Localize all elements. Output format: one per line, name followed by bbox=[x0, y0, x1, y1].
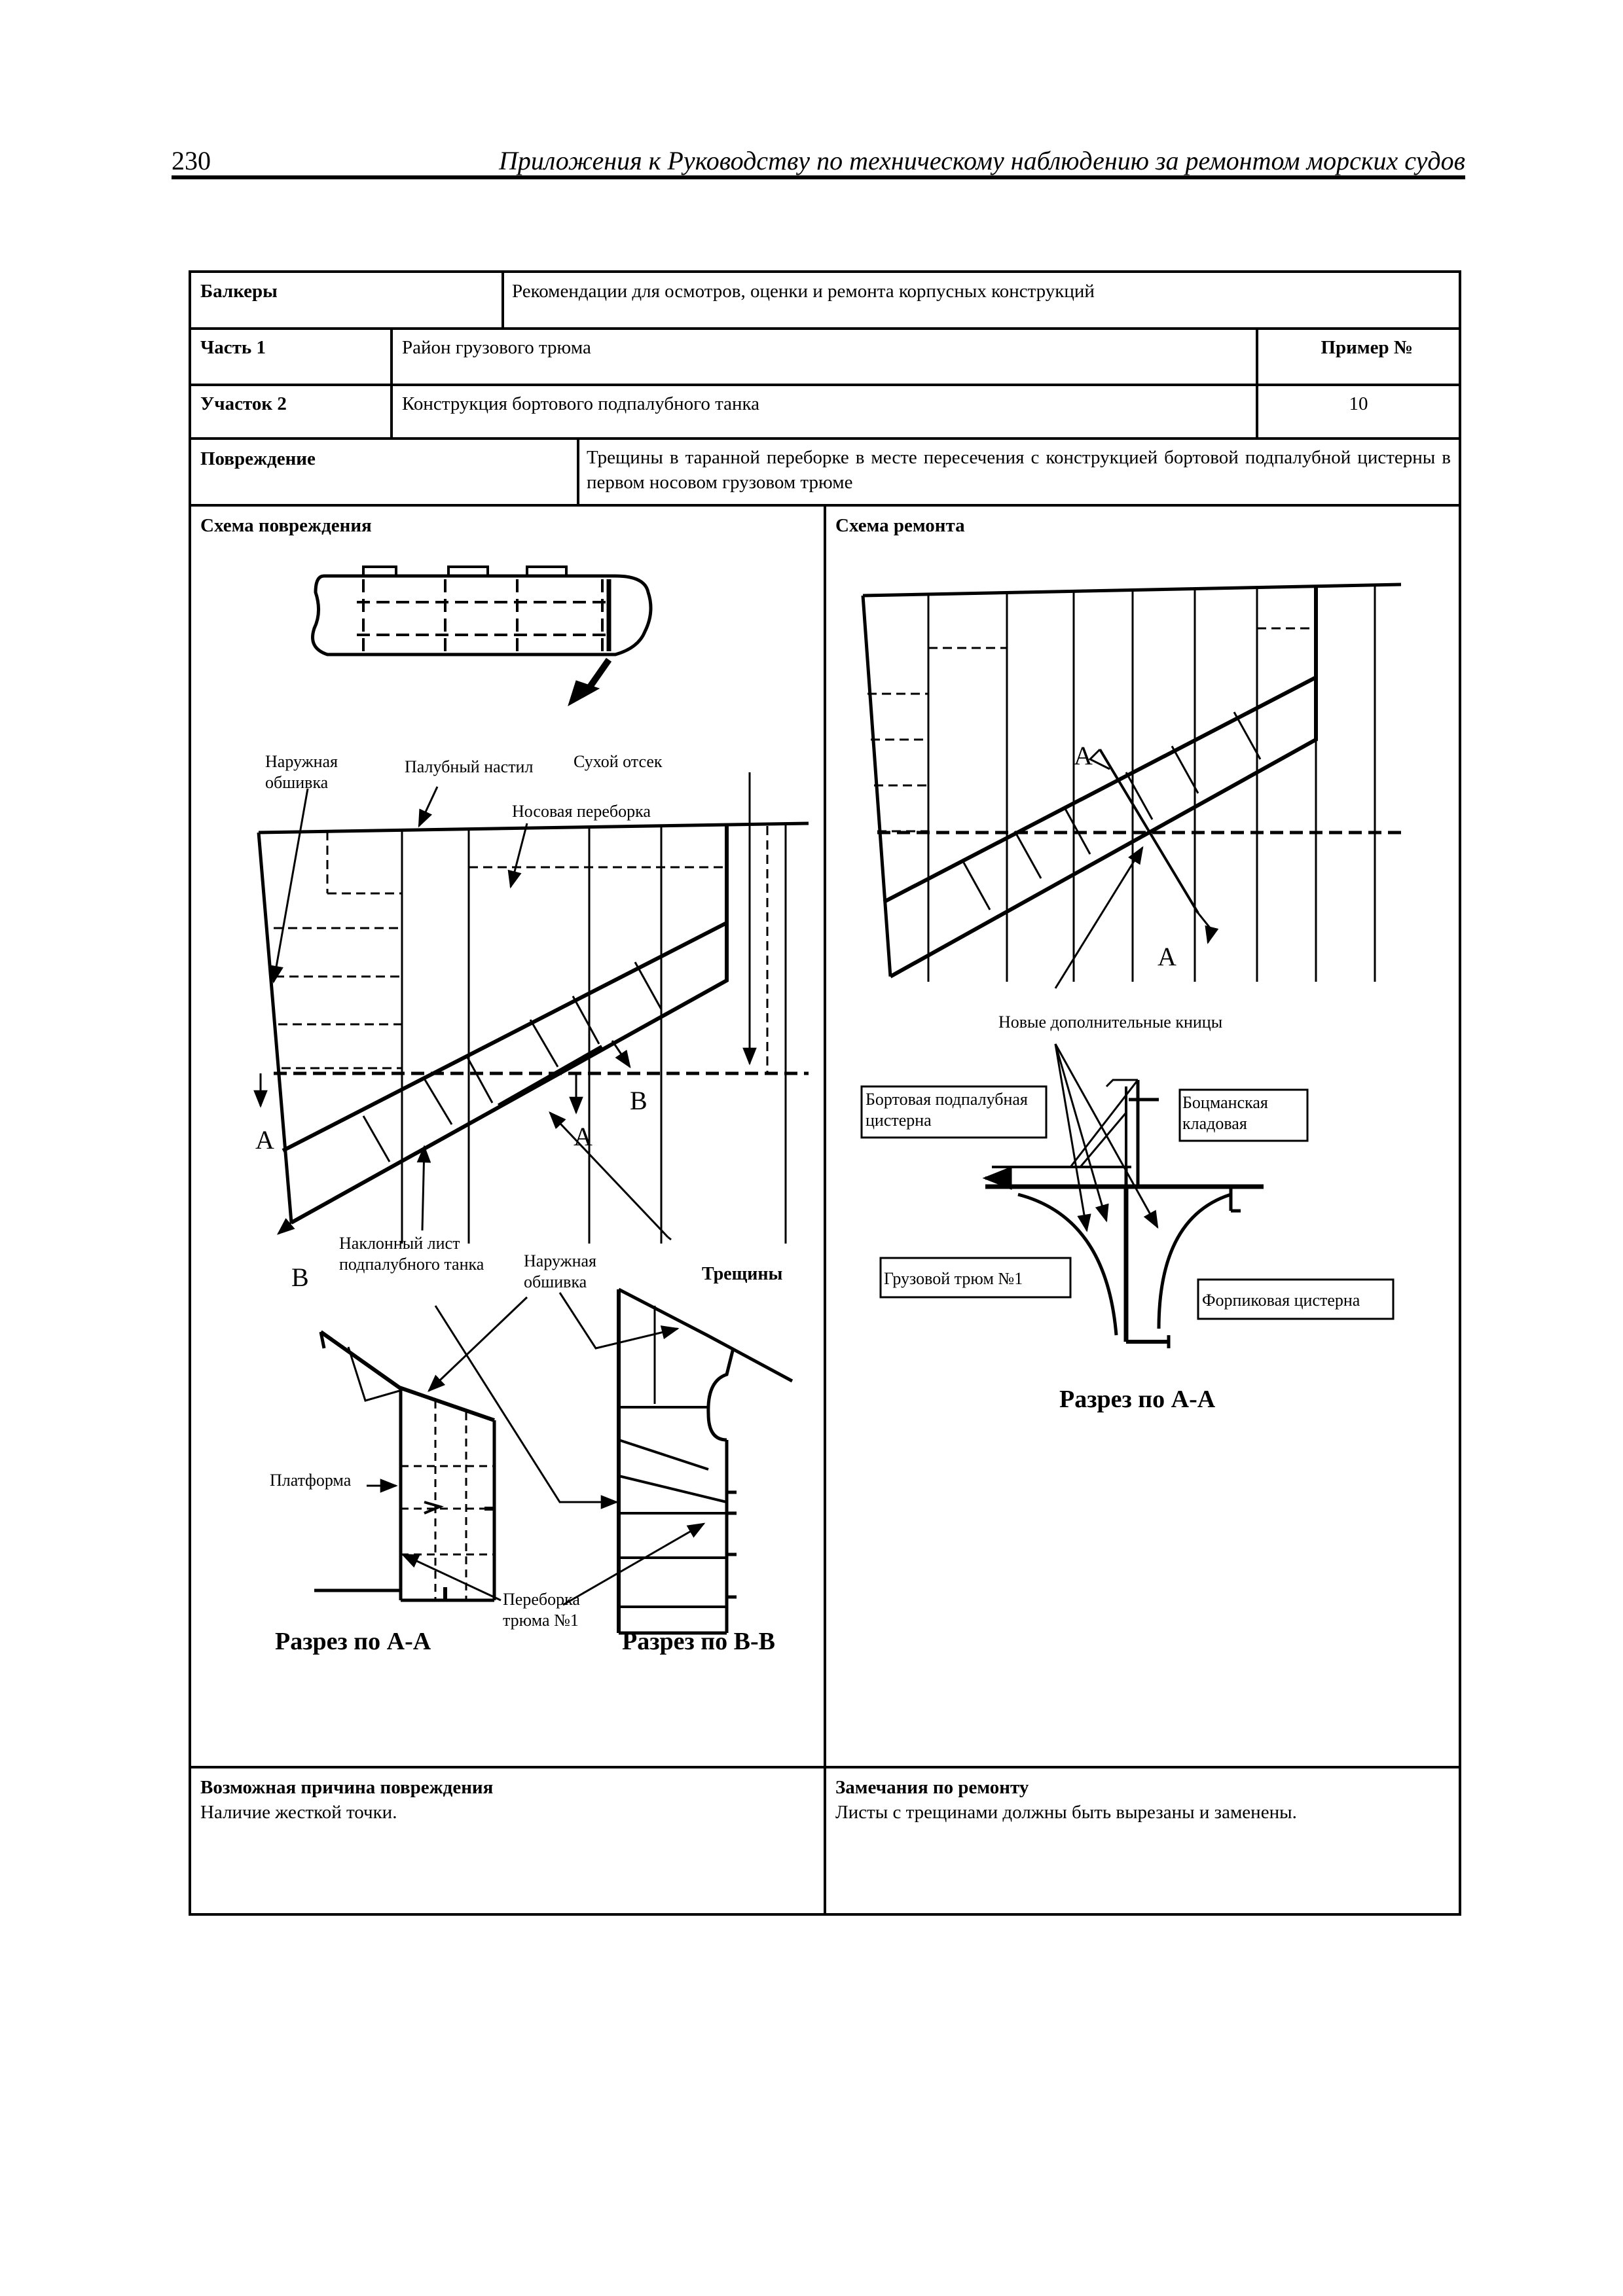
damage-label: Повреждение bbox=[200, 448, 316, 469]
new-brackets-label: Новые дополнительные кницы bbox=[998, 1013, 1223, 1031]
marker-b-bottom: В bbox=[291, 1263, 309, 1292]
part-label: Часть 1 bbox=[200, 337, 266, 358]
recommendations-title: Рекомендации для осмотров, оценки и ремонта корпусных конструкций bbox=[512, 281, 1095, 302]
platform-label: Платформа bbox=[270, 1471, 352, 1490]
outer-plating-2-label: Наружная обшивка bbox=[524, 1251, 597, 1291]
bosun-store-label: Боцманская кладовая bbox=[1182, 1093, 1268, 1133]
hold-bulkhead-label: Переборка трюма №1 bbox=[503, 1590, 580, 1630]
example-label: Пример № bbox=[1321, 337, 1413, 358]
running-title: Приложения к Руководству по техническому наблюдению за ремонтом морских судов bbox=[498, 146, 1465, 175]
side-tank-label: Бортовая подпалубная цистерна bbox=[866, 1090, 1028, 1130]
remarks-value: Листы с трещинами должны быть вырезаны и заменены. bbox=[835, 1802, 1297, 1823]
repair-marker-a-top: А bbox=[1074, 741, 1093, 770]
damage-section-bb-label: Разрез по В-В bbox=[622, 1628, 775, 1655]
part-value: Район грузового трюма bbox=[402, 337, 591, 358]
damage-value: Трещины в таранной переборке в месте пересечения с конструкцией бортовой подпалубной цистерны в первом носовом грузовом трюме bbox=[587, 447, 1451, 493]
remarks-label: Замечания по ремонту bbox=[835, 1777, 1029, 1798]
ship-type: Балкеры bbox=[200, 281, 278, 302]
fore-bulkhead-label: Носовая переборка bbox=[512, 802, 651, 821]
dry-compartment-label: Сухой отсек bbox=[574, 752, 663, 771]
cause-value: Наличие жесткой точки. bbox=[200, 1802, 397, 1823]
repair-marker-a-bottom: А bbox=[1158, 942, 1176, 971]
deck-plating-label: Палубный настил bbox=[405, 757, 534, 776]
marker-a-mid: А bbox=[574, 1122, 593, 1151]
example-number: 10 bbox=[1349, 393, 1368, 414]
section-label: Участок 2 bbox=[200, 393, 287, 414]
cracks-label: Трещины bbox=[702, 1264, 783, 1284]
damage-scheme-label: Схема повреждения bbox=[200, 515, 372, 536]
repair-main-view bbox=[863, 584, 1401, 988]
repair-scheme-label: Схема ремонта bbox=[835, 515, 965, 536]
marker-b-right: В bbox=[630, 1086, 647, 1115]
marker-a-left: А bbox=[255, 1125, 274, 1155]
damage-section-aa-label: Разрез по А-А bbox=[275, 1628, 431, 1655]
forepeak-tank-label: Форпиковая цистерна bbox=[1202, 1291, 1360, 1310]
outer-plating-label: Наружная обшивка bbox=[265, 752, 338, 792]
cause-label: Возможная причина повреждения bbox=[200, 1777, 494, 1798]
repair-section-aa-label: Разрез по А-А bbox=[1059, 1386, 1216, 1413]
page-number: 230 bbox=[172, 146, 211, 175]
sloping-plate-label: Наклонный лист подпалубного танка bbox=[339, 1234, 484, 1274]
cargo-hold-label: Грузовой трюм №1 bbox=[884, 1269, 1023, 1288]
section-value: Конструкция бортового подпалубного танка bbox=[402, 393, 760, 414]
